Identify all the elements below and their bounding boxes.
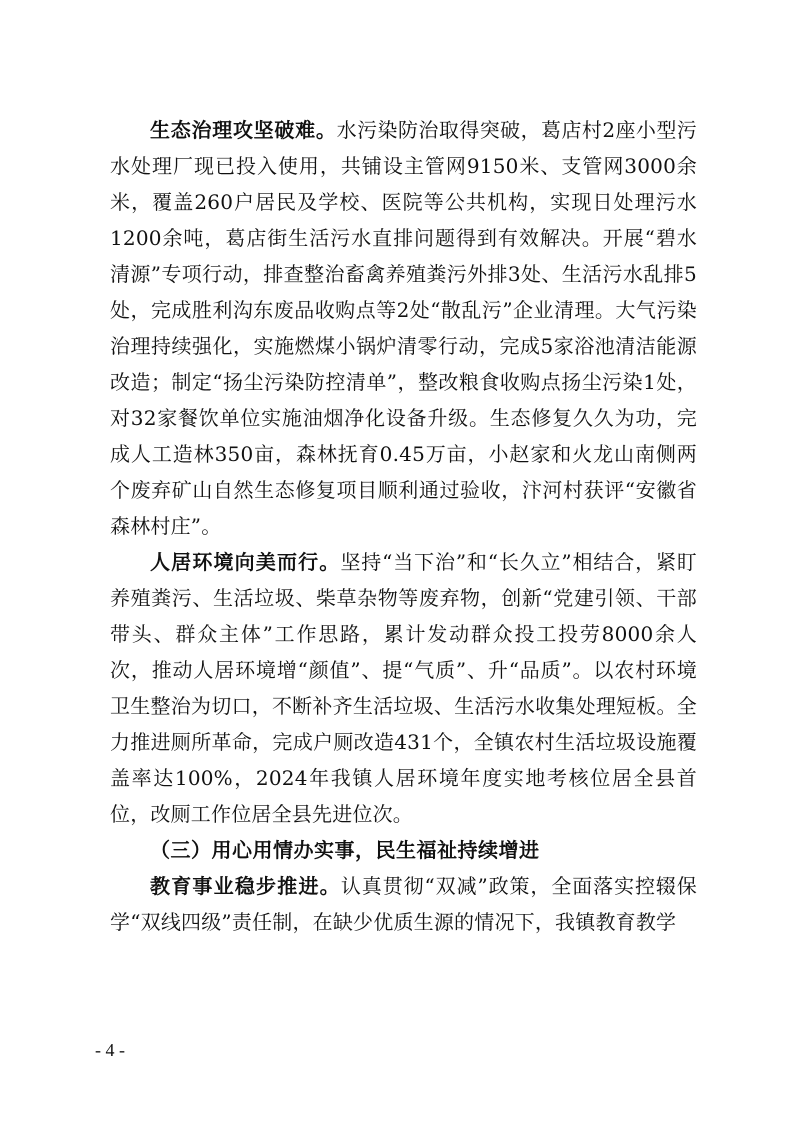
paragraph-living-environment: [110, 544, 697, 832]
document-body: [110, 112, 697, 940]
paragraph-education: [110, 868, 697, 940]
paragraph-ecological-governance: [110, 112, 697, 544]
paragraph-lead-heading: 人居环境向美而行。: [150, 550, 341, 574]
paragraph-text: 坚持“当下治”和“长久立”相结合，紧盯养殖粪污、生活垃圾、柴草杂物等废弃物，创新“党建引领、干部带头、群众主体”工作思路，累计发动群众投工投劳8000余人次，推动人居环境增“颜值”、提“气质”、升“品质”。以农村环境卫生整治为切口，不断补齐生活垃圾、生活污水收集处理短板。全力推进厕所革命，完成户厕改造431个，全镇农村生活垃圾设施覆盖率达100%，2024年我镇人居环境年度实地考核位居全县首位，改厕工作位居全县先进位次。: [110, 550, 698, 826]
paragraph-lead-heading: 生态治理攻坚破难。: [150, 118, 337, 142]
page-number: - 4 -: [95, 1040, 125, 1060]
paragraph-lead-heading: 教育事业稳步推进。: [150, 874, 341, 898]
paragraph-text: 水污染防治取得突破，葛店村2座小型污水处理厂现已投入使用，共铺设主管网9150米、支管网3000余米，覆盖260户居民及学校、医院等公共机构，实现日处理污水1200余吨，葛店街生活污水直排问题得到有效解决。开展“碧水清源”专项行动，排查整治畜禽养殖粪污外排3处、生活污水乱排5处，完成胜利沟东废品收购点等2处“散乱污”企业清理。大气污染治理持续强化，实施燃煤小锅炉清零行动，完成5家浴池清洁能源改造；制定“扬尘污染防控清单”，整改粮食收购点扬尘污染1处，对32家餐饮单位实施油烟净化设备升级。生态修复久久为功，完成人工造林350亩，森林抚育0.45万亩，小赵家和火龙山南侧两个废弃矿山自然生态修复项目顺利通过验收，汴河村获评“安徽省森林村庄”。: [110, 118, 698, 538]
section-heading: （三）用心用情办实事，民生福祉持续增进: [150, 838, 540, 862]
paragraph-text: 认真贯彻“双减”政策，全面落实控辍保学“双线四级”责任制，在缺少优质生源的情况下，我镇教育教学: [110, 874, 697, 934]
